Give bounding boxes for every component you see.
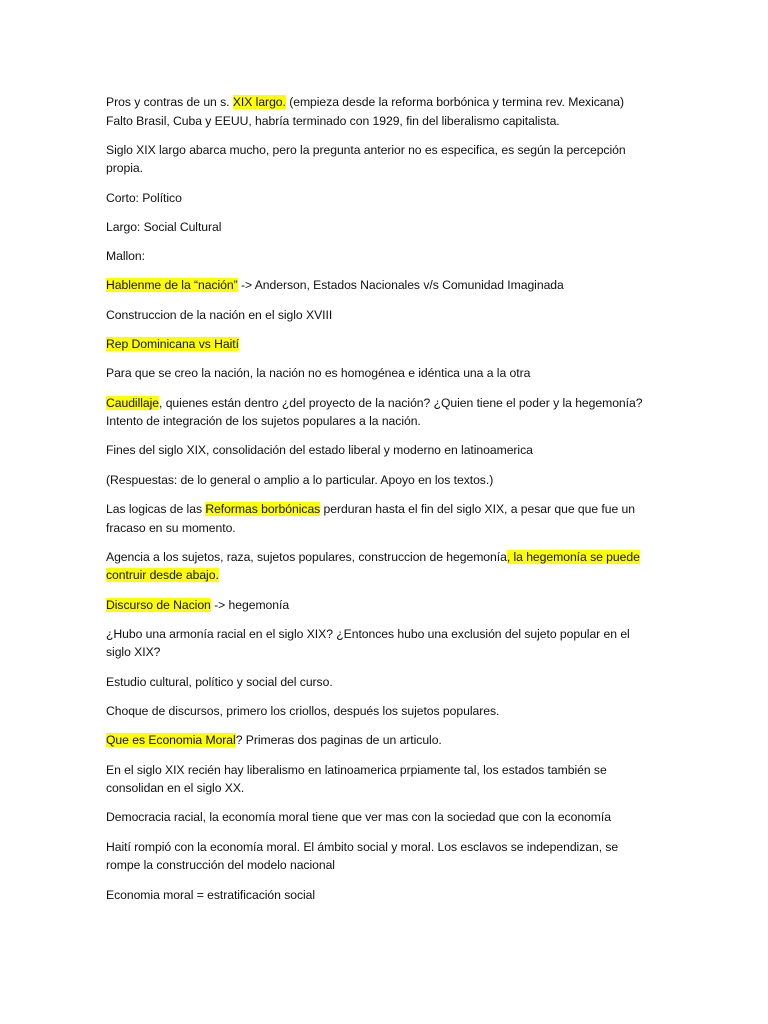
highlighted-text: Rep Dominicana vs Haití: [106, 337, 239, 352]
text-segment: perduran hasta el fin del siglo XIX, a pesar que que fue un fracaso en su momento.: [106, 502, 635, 535]
highlighted-text: Reformas borbónicas: [205, 502, 321, 517]
note-paragraph: [106, 625, 648, 662]
text-segment: -> Anderson, Estados Nacionales v/s Comunidad Imaginada: [237, 278, 564, 293]
text-segment: ¿Hubo una armonía racial en el siglo XIX? ¿Entonces hubo una exclusión del sujeto popular en el siglo XIX?: [106, 626, 630, 660]
highlighted-text: XIX largo.: [232, 95, 286, 109]
note-paragraph: [106, 838, 648, 875]
highlighted-text: Que es Economia Moral: [106, 733, 236, 748]
text-segment: (empieza desde la reforma borbónica y termina rev. Mexicana) Falto Brasil, Cuba y EEUU, habría terminado con 1929, fin del liberalismo capitalista.: [106, 95, 624, 128]
note-paragraph: [106, 673, 648, 692]
note-paragraph: [106, 500, 648, 537]
highlighted-text: Caudillaje: [106, 395, 160, 410]
text-segment: Siglo XIX largo abarca mucho, pero la pregunta anterior no es especifica, es según la percepción propia.: [106, 142, 626, 176]
text-segment: (Respuestas: de lo general o amplio a lo particular. Apoyo en los textos.): [106, 472, 494, 487]
note-paragraph: [106, 731, 648, 750]
text-segment: Las logicas de las: [106, 502, 206, 517]
text-segment: ? Primeras dos paginas de un articulo.: [235, 733, 442, 748]
note-paragraph: [106, 93, 648, 130]
text-segment: Haití rompió con la economía moral. El ámbito social y moral. Los esclavos se independizan, se rompe la construcción del modelo nacional: [106, 839, 619, 873]
text-segment: Pros y contras de un s.: [106, 95, 233, 109]
text-segment: En el siglo XIX recién hay liberalismo en latinoamerica prpiamente tal, los estados también se consolidan en el siglo XX.: [106, 762, 607, 796]
text-segment: , quienes están dentro ¿del proyecto de la nación? ¿Quien tiene el poder y la hegemonía? Intento de integración de los sujetos populares a la nación.: [106, 395, 643, 429]
text-segment: Largo: Social Cultural: [106, 219, 222, 234]
note-paragraph: [106, 808, 648, 827]
note-paragraph: [106, 306, 648, 325]
note-paragraph: [106, 218, 648, 237]
note-paragraph: [106, 886, 648, 905]
note-paragraph: [106, 247, 648, 266]
text-segment: Choque de discursos, primero los criollos, después los sujetos populares.: [106, 704, 500, 719]
text-segment: -> hegemonía: [210, 597, 290, 612]
note-paragraph: [106, 441, 648, 460]
text-segment: Corto: Político: [106, 190, 182, 205]
text-segment: Fines del siglo XIX, consolidación del estado liberal y moderno en latinoamerica: [106, 443, 533, 458]
text-segment: Para que se creo la nación, la nación no es homogénea e idéntica una a la otra: [106, 366, 531, 381]
note-paragraph: [106, 394, 648, 431]
note-paragraph: [106, 335, 648, 354]
note-paragraph: [106, 471, 648, 490]
text-segment: Mallon:: [106, 249, 145, 264]
note-paragraph: [106, 276, 648, 295]
highlighted-text: Hablenme de la “nación”: [106, 278, 238, 293]
note-paragraph: [106, 596, 648, 615]
text-segment: Estudio cultural, político y social del curso.: [106, 674, 333, 689]
text-segment: Construccion de la nación en el siglo XVIII: [106, 307, 333, 322]
note-paragraph: [106, 548, 648, 585]
text-segment: Democracia racial, la economía moral tiene que ver mas con la sociedad que con la economía: [106, 810, 611, 825]
document-body: [106, 93, 648, 904]
note-paragraph: [106, 702, 648, 721]
note-paragraph: [106, 761, 648, 798]
note-paragraph: [106, 141, 648, 178]
highlighted-text: Discurso de Nacion: [106, 597, 211, 612]
highlighted-text: , la hegemonía se puede contruir desde abajo.: [106, 549, 640, 583]
text-segment: Agencia a los sujetos, raza, sujetos populares, construccion de hegemonía: [106, 549, 507, 564]
note-paragraph: [106, 189, 648, 208]
note-paragraph: [106, 364, 648, 383]
text-segment: Economia moral = estratificación social: [106, 887, 316, 902]
